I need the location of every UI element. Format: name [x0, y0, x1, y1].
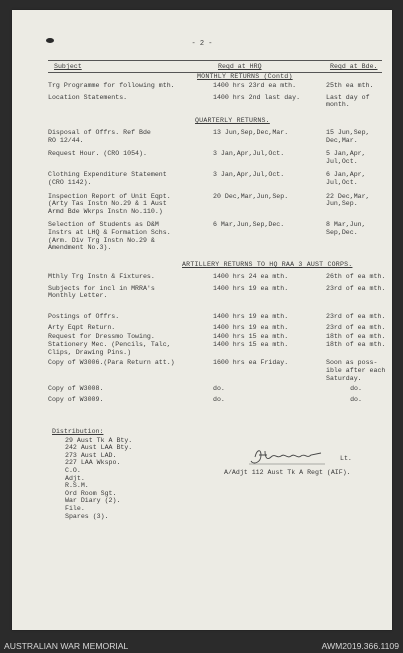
- return-subject-line: Armd Bde Wkrps Instn No.110.): [48, 207, 163, 215]
- return-reqd-bde-line: Last day of: [326, 93, 370, 101]
- return-reqd-hq-line: 1600 hrs ea Friday.: [213, 359, 289, 367]
- return-reqd-hq-line: 1400 hrs 19 ea mth.: [213, 323, 289, 331]
- return-subject: [48, 341, 198, 356]
- return-row: [48, 385, 388, 396]
- distribution-item: Adjt.: [65, 474, 85, 482]
- return-row: [48, 324, 388, 333]
- return-reqd-hq: [213, 94, 323, 102]
- return-reqd-hq: [213, 285, 323, 293]
- footer-bar: [0, 637, 403, 653]
- return-reqd-bde-line: Jun,Sep.: [326, 200, 358, 208]
- return-subject-line: Mthly Trg Instn & Fixtures.: [48, 273, 155, 280]
- return-reqd-hq: [213, 193, 323, 201]
- return-reqd-bde-line: do.: [350, 385, 362, 393]
- distribution-title: Distribution:: [52, 428, 104, 435]
- return-reqd-bde-line: 18th of ea mth.: [326, 341, 386, 349]
- return-subject: [48, 333, 198, 341]
- return-subject-line: Postings of Offrs.: [48, 313, 120, 321]
- distribution-item: R.S.M.: [65, 482, 89, 490]
- return-subject-line: Request Hour. (CRO 1054).: [48, 150, 147, 158]
- footer-accession-number: AWM2019.366.1109: [321, 641, 399, 651]
- return-reqd-bde: [326, 150, 390, 165]
- return-subject-line: Stationery Mec. (Pencils, Talc,: [48, 341, 171, 349]
- return-reqd-hq: [213, 396, 323, 404]
- return-reqd-bde-line: 22 Dec,Mar,: [326, 192, 370, 200]
- return-row: [48, 171, 388, 192]
- return-reqd-hq: [213, 129, 323, 137]
- section-quarterly-returns: QUARTERLY RETURNS.: [195, 117, 270, 124]
- return-reqd-hq-line: 13 Jun,Sep,Dec,Mar.: [213, 129, 289, 136]
- section-artillery-returns: ARTILLERY RETURNS TO HQ RAA 3 AUST CORPS.: [182, 261, 353, 268]
- distribution-item: 242 Aust LAA Bty.: [65, 444, 133, 452]
- return-reqd-bde-line: 23rd of ea mth.: [326, 313, 386, 321]
- return-subject-line: (CRO 1142).: [48, 178, 92, 186]
- return-reqd-hq-line: 20 Dec,Mar,Jun,Sep.: [213, 192, 289, 200]
- return-reqd-bde: [326, 273, 390, 281]
- return-reqd-bde: [326, 341, 390, 349]
- return-reqd-hq-line: 1400 hrs 15 ea mth.: [213, 332, 289, 340]
- return-reqd-hq-line: 6 Mar,Jun,Sep,Dec.: [213, 221, 285, 229]
- return-subject-line: Clips, Drawing Pins.): [48, 348, 132, 356]
- return-subject-line: Copy of W3006.(Para Return att.): [48, 359, 175, 367]
- signature-title: A/Adjt 112 Aust Tk A Regt (AIF).: [224, 469, 351, 476]
- return-row: [48, 221, 388, 257]
- return-subject: [48, 313, 198, 321]
- return-subject: [48, 94, 198, 102]
- return-reqd-hq: [213, 324, 323, 332]
- distribution-item: 227 LAA Wkspo.: [65, 459, 121, 467]
- return-reqd-bde: [326, 193, 390, 208]
- return-subject: [48, 221, 198, 251]
- return-subject: [48, 285, 198, 300]
- return-row: [48, 94, 388, 113]
- return-subject-line: Copy of W3008.: [48, 385, 104, 393]
- return-reqd-bde-line: 5 Jan,Apr,: [326, 150, 366, 158]
- return-reqd-bde-line: 8 Mar,Jun,: [326, 221, 366, 229]
- artillery-returns-rows: [48, 273, 388, 406]
- return-reqd-hq: [213, 150, 323, 158]
- return-subject-line: Trg Programme for following mth.: [48, 82, 175, 89]
- return-reqd-hq: [213, 171, 323, 179]
- return-reqd-bde: [326, 129, 390, 144]
- return-reqd-hq: [213, 385, 323, 393]
- return-reqd-bde: [326, 324, 390, 332]
- return-subject-line: Clothing Expenditure Statement: [48, 171, 167, 179]
- return-row: [48, 359, 388, 385]
- return-reqd-hq-line: 1400 hrs 24 ea mth.: [213, 273, 289, 280]
- return-reqd-bde-line: ible after each: [326, 366, 386, 374]
- return-reqd-hq-line: 1400 hrs 19 ea mth.: [213, 284, 289, 292]
- return-subject-line: Instrs at LHQ & Formation Schs.: [48, 228, 171, 236]
- return-reqd-bde-line: Soon as poss-: [326, 359, 378, 367]
- return-subject: [48, 396, 198, 404]
- return-subject-line: Arty Eqpt Return.: [48, 323, 116, 331]
- column-header: [48, 60, 382, 73]
- return-subject-line: Selection of Students as D&M: [48, 221, 159, 229]
- signature-rank: Lt.: [340, 455, 352, 462]
- return-row: [48, 129, 388, 150]
- return-reqd-bde: [326, 171, 390, 186]
- return-reqd-bde-line: Saturday.: [326, 374, 362, 382]
- return-row: [48, 333, 388, 342]
- section-monthly-returns: MONTHLY RETURNS (Contd): [197, 73, 293, 80]
- distribution-item: File.: [65, 504, 85, 512]
- page-number: - 2 -: [191, 40, 213, 48]
- return-subject: [48, 324, 198, 332]
- return-reqd-bde: [326, 333, 390, 341]
- header-reqd-bde: Reqd at Bde.: [330, 63, 378, 70]
- quarterly-returns-rows: [48, 129, 388, 258]
- return-reqd-bde: [326, 221, 390, 236]
- return-reqd-bde-line: Jul,Oct.: [326, 157, 358, 165]
- return-reqd-hq: [213, 82, 323, 90]
- return-reqd-hq-line: 1400 hrs 2nd last day.: [213, 93, 301, 101]
- return-reqd-hq: [213, 221, 323, 229]
- return-reqd-bde-line: 23rd of ea mth.: [326, 284, 386, 292]
- return-reqd-hq-line: 1400 hrs 19 ea mth.: [213, 313, 289, 321]
- distribution-item: C.O.: [65, 466, 81, 474]
- return-reqd-bde-line: do.: [350, 395, 362, 403]
- return-reqd-hq-line: do.: [213, 395, 225, 403]
- return-reqd-hq-line: 3 Jan,Apr,Jul,Oct.: [213, 150, 285, 158]
- return-subject-line: Disposal of Offrs. Ref Bde: [48, 129, 151, 136]
- return-subject-line: Amendment No.3).: [48, 244, 112, 252]
- return-subject-line: Subjects for incl in MRRA's: [48, 284, 155, 292]
- distribution-list: [52, 428, 192, 520]
- return-reqd-hq: [213, 359, 323, 367]
- distribution-item: War Diary (2).: [65, 497, 121, 505]
- return-reqd-hq-line: do.: [213, 385, 225, 393]
- return-reqd-bde: [326, 385, 386, 393]
- return-subject: [48, 359, 198, 367]
- return-reqd-bde-line: 25th ea mth.: [326, 82, 374, 89]
- distribution-item: Spares (3).: [65, 512, 109, 520]
- return-reqd-hq-line: 1400 hrs 23rd ea mth.: [213, 82, 297, 89]
- document-page: [12, 10, 392, 630]
- return-row: [48, 341, 388, 359]
- return-subject: [48, 273, 198, 281]
- distribution-items: [52, 437, 192, 521]
- return-row: [48, 303, 388, 314]
- header-reqd-hq: Reqd at HRQ: [218, 63, 262, 70]
- return-subject-line: Request for Dressmo Towing.: [48, 332, 155, 340]
- return-row: [48, 273, 388, 285]
- monthly-returns-rows: [48, 82, 388, 113]
- return-reqd-bde-line: 18th of ea mth.: [326, 332, 386, 340]
- return-row: [48, 285, 388, 303]
- return-subject-line: RO 12/44.: [48, 136, 84, 144]
- return-reqd-bde: [326, 94, 390, 109]
- return-reqd-hq: [213, 313, 323, 321]
- return-reqd-bde: [326, 82, 390, 90]
- header-subject: Subject: [54, 63, 82, 70]
- return-reqd-bde: [326, 285, 390, 293]
- return-row: [48, 193, 388, 222]
- return-reqd-bde-line: Dec,Mar.: [326, 136, 358, 144]
- return-row: [48, 150, 388, 171]
- handwritten-signature: [247, 445, 327, 467]
- return-row: [48, 313, 388, 324]
- return-subject: [48, 82, 198, 90]
- return-reqd-hq: [213, 341, 323, 349]
- distribution-item: 29 Aust Tk A Bty.: [65, 436, 133, 444]
- return-subject: [48, 193, 198, 216]
- return-row: [48, 396, 388, 407]
- return-subject-line: Inspection Report of Unit Eqpt.: [48, 192, 171, 200]
- return-reqd-bde: [326, 359, 390, 382]
- return-subject: [48, 171, 198, 186]
- return-row: [48, 82, 388, 94]
- return-reqd-bde: [326, 313, 390, 321]
- return-subject-line: Monthly Letter.: [48, 292, 108, 300]
- return-subject: [48, 129, 198, 144]
- return-reqd-bde-line: Sep,Dec.: [326, 228, 358, 236]
- distribution-item: Ord Room Sgt.: [65, 489, 117, 497]
- return-reqd-bde-line: Jul,Oct.: [326, 178, 358, 186]
- return-subject: [48, 150, 198, 158]
- return-subject-line: Location Statements.: [48, 93, 128, 101]
- return-reqd-hq-line: 3 Jan,Apr,Jul,Oct.: [213, 171, 285, 179]
- return-subject-line: Copy of W3009.: [48, 395, 104, 403]
- return-subject-line: (Arm. Div Trg Instn No.29 &: [48, 236, 155, 244]
- return-reqd-bde: [326, 396, 386, 404]
- return-reqd-hq: [213, 273, 323, 281]
- return-reqd-hq-line: 1400 hrs 15 ea mth.: [213, 341, 289, 349]
- distribution-item: 273 Aust LAD.: [65, 451, 117, 459]
- return-reqd-bde-line: 26th of ea mth.: [326, 273, 386, 280]
- return-reqd-bde-line: month.: [326, 101, 350, 109]
- return-reqd-hq: [213, 333, 323, 341]
- return-subject-line: (Arty Tas Instn No.29 & 1 Aust: [48, 200, 167, 208]
- footer-archive-name: AUSTRALIAN WAR MEMORIAL: [4, 641, 129, 651]
- return-reqd-bde-line: 6 Jan,Apr,: [326, 171, 366, 179]
- return-reqd-bde-line: 23rd of ea mth.: [326, 323, 386, 331]
- return-reqd-bde-line: 15 Jun,Sep,: [326, 129, 370, 136]
- return-subject: [48, 385, 198, 393]
